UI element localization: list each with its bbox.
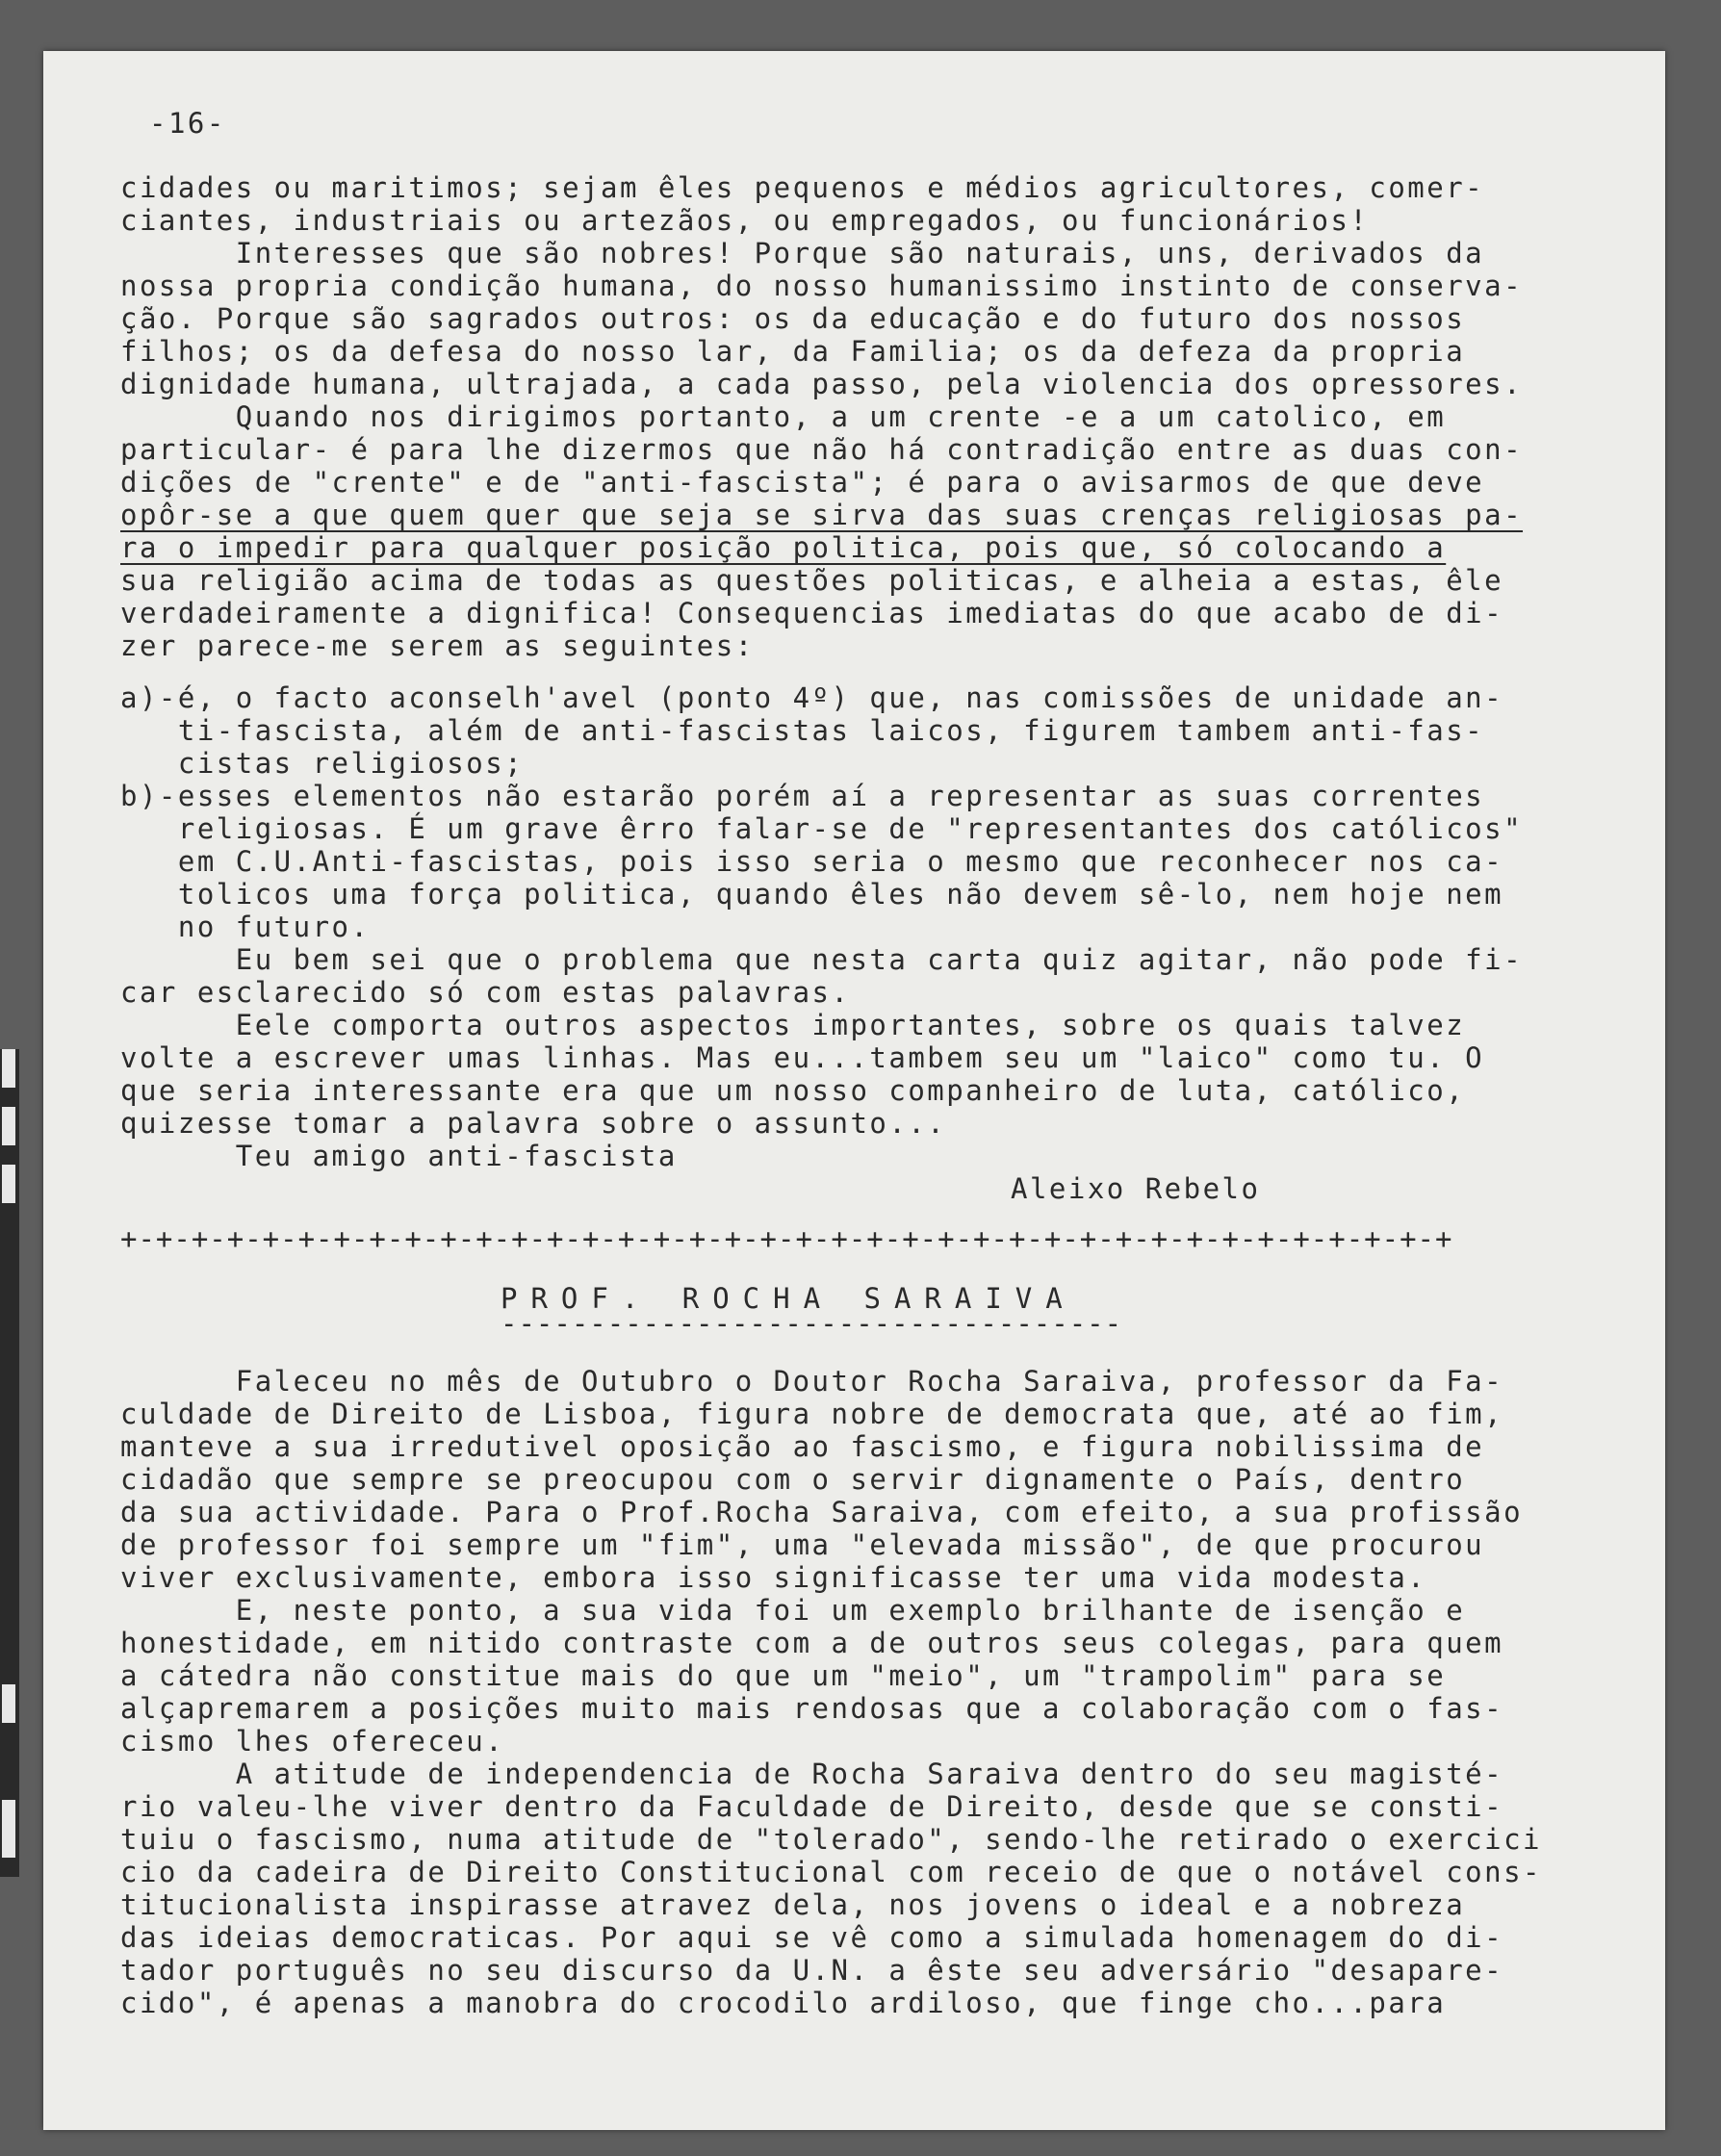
letter-line-underlined: opôr-se a que quem quer que seja se sirva das suas crenças religiosas pa- [120, 499, 1524, 531]
article-line: rio valeu-lhe viver dentro da Faculdade de Direito, desde que se consti- [120, 1790, 1504, 1823]
letter-closing-line: Eele comporta outros aspectos importantes, sobre os quais talvez [120, 1009, 1466, 1041]
list-item-line: em C.U.Anti-fascistas, pois isso seria o mesmo que reconhecer nos ca- [120, 845, 1504, 878]
list-item-line: a)-é, o facto aconselh'avel (ponto 4º) que, nas comissões de unidade an- [120, 681, 1504, 714]
list-item-line: tolicos uma força politica, quando êles não devem sê-lo, nem hoje nem [120, 878, 1504, 911]
article-line: da sua actividade. Para o Prof.Rocha Saraiva, com efeito, a sua profissão [120, 1496, 1524, 1528]
article-line: Faleceu no mês de Outubro o Doutor Rocha Saraiva, professor da Fa- [120, 1365, 1504, 1398]
letter-line: nossa propria condição humana, do nosso humanissimo instinto de conserva- [120, 270, 1524, 302]
letter-line-underlined: ra o impedir para qualquer posição politica, pois que, só colocando a [120, 531, 1447, 564]
letter-closing-line: Teu amigo anti-fascista [120, 1140, 678, 1172]
article-line: A atitude de independencia de Rocha Saraiva dentro do seu magisté- [120, 1758, 1504, 1790]
list-item-line: religiosas. É um grave êrro falar-se de "representantes dos católicos" [120, 812, 1524, 845]
letter-line: Interesses que são nobres! Porque são naturais, uns, derivados da [120, 237, 1485, 270]
page-number: -16- [149, 107, 226, 140]
letter-line: verdadeiramente a dignifica! Consequencias imediatas do que acabo de di- [120, 597, 1504, 629]
article-line: tador português no seu discurso da U.N. a êste seu adversário "desapare- [120, 1954, 1504, 1987]
letter-closing-line: volte a escrever umas linhas. Mas eu...tambem seu um "laico" como tu. O [120, 1041, 1485, 1074]
article-line: tuiu o fascismo, numa atitude de "tolerado", sendo-lhe retirado o exercici [120, 1823, 1543, 1856]
letter-line: zer parece-me serem as seguintes: [120, 629, 755, 662]
article-line: alçapremarem a posições muito mais rendosas que a colaboração com o fas- [120, 1692, 1504, 1725]
article-line: a cátedra não constitue mais do que um "meio", um "trampolim" para se [120, 1659, 1447, 1692]
list-item-line: b)-esses elementos não estarão porém aí a representar as suas correntes [120, 780, 1485, 812]
letter-line: filhos; os da defesa do nosso lar, da Familia; os da defeza da propria [120, 335, 1466, 368]
article-line: cismo lhes ofereceu. [120, 1725, 505, 1758]
letter-line: ciantes, industriais ou artezãos, ou empregados, ou funcionários! [120, 204, 1370, 237]
list-item-line: cistas religiosos; [120, 747, 525, 780]
letter-line: cidades ou maritimos; sejam êles pequenos e médios agricultores, comer- [120, 171, 1485, 204]
color-scale-strip [0, 1049, 19, 1877]
letter-line: dições de "crente" e de "anti-fascista"; é para o avisarmos de que deve [120, 466, 1485, 499]
article-line: de professor foi sempre um "fim", uma "elevada missão", de que procurou [120, 1528, 1485, 1561]
article-line: honestidade, em nitido contraste com a de outros seus colegas, para quem [120, 1627, 1504, 1659]
letter-line: sua religião acima de todas as questões politicas, e alheia a estas, êle [120, 564, 1504, 597]
article-line: E, neste ponto, a sua vida foi um exemplo brilhante de isenção e [120, 1594, 1466, 1627]
letter-line: particular- é para lhe dizermos que não há contradição entre as duas con- [120, 433, 1524, 466]
letter-closing-line: quizesse tomar a palavra sobre o assunto... [120, 1107, 947, 1140]
list-item-line: no futuro. [120, 911, 371, 943]
list-item-line: ti-fascista, além de anti-fascistas laicos, figurem tambem anti-fas- [120, 714, 1485, 747]
typewritten-page [43, 51, 1665, 2130]
page-text [43, 51, 1665, 2130]
article-heading: PROF. ROCHA SARAIVA [501, 1282, 1076, 1315]
article-line: cido", é apenas a manobra do crocodilo ardiloso, que finge cho...para [120, 1987, 1447, 2019]
letter-closing-line: que seria interessante era que um nosso companheiro de luta, católico, [120, 1074, 1466, 1107]
article-line: cidadão que sempre se preocupou com o servir dignamente o País, dentro [120, 1463, 1466, 1496]
section-divider: +-+-+-+-+-+-+-+-+-+-+-+-+-+-+-+-+-+-+-+-+-+-+-+-+-+-+-+-+-+-+-+-+-+-+-+-+-+ [120, 1222, 1453, 1255]
article-line: manteve a sua irredutivel oposição ao fascismo, e figura nobilissima de [120, 1430, 1485, 1463]
article-line: das ideias democraticas. Por aqui se vê como a simulada homenagem do di- [120, 1921, 1504, 1954]
letter-line: ção. Porque são sagrados outros: os da educação e do futuro dos nossos [120, 302, 1466, 335]
letter-closing-line: car esclarecido só com estas palavras. [120, 976, 851, 1009]
article-line: titucionalista inspirasse atravez dela, nos jovens o ideal e a nobreza [120, 1888, 1466, 1921]
letter-signature: Aleixo Rebelo [1011, 1172, 1261, 1205]
letter-line: Quando nos dirigimos portanto, a um crente -e a um catolico, em [120, 400, 1447, 433]
article-line: cio da cadeira de Direito Constitucional com receio de que o notável cons- [120, 1856, 1543, 1888]
article-heading-rule: ----------------------------------- [501, 1307, 1123, 1340]
letter-line: dignidade humana, ultrajada, a cada passo, pela violencia dos opressores. [120, 368, 1524, 400]
letter-closing-line: Eu bem sei que o problema que nesta carta quiz agitar, não pode fi- [120, 943, 1524, 976]
article-line: culdade de Direito de Lisboa, figura nobre de democrata que, até ao fim, [120, 1398, 1504, 1430]
article-line: viver exclusivamente, embora isso significasse ter uma vida modesta. [120, 1561, 1427, 1594]
